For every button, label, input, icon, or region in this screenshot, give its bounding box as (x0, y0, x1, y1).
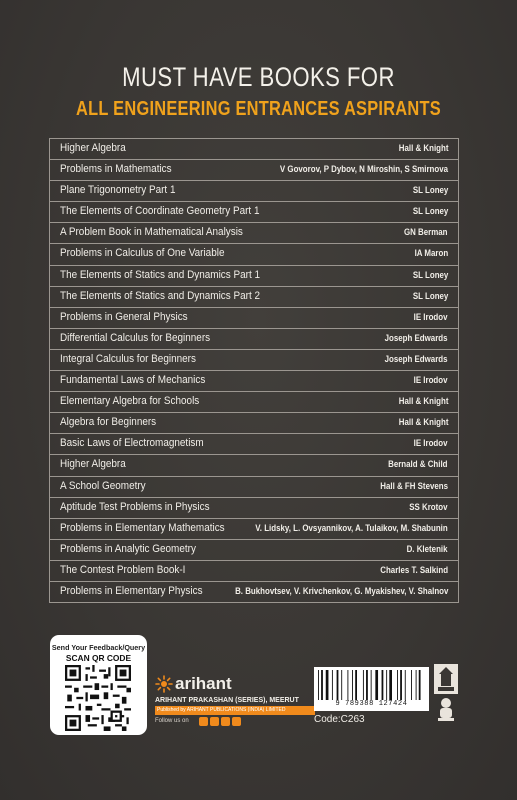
book-title: A Problem Book in Mathematical Analysis (60, 226, 243, 239)
book-author: Hall & Knight (398, 417, 448, 428)
book-row (50, 139, 458, 160)
barcode-bar (405, 670, 406, 700)
barcode-bar (382, 670, 384, 700)
book-author: D. Kletenik (407, 543, 448, 554)
follow-us-label: Follow us on (155, 718, 189, 724)
book-title: Problems in General Physics (60, 310, 188, 323)
book-author: Hall & FH Stevens (380, 480, 448, 491)
book-row (50, 519, 458, 540)
book-author: IA Maron (414, 248, 448, 259)
feedback-label: Send Your Feedback/Query (51, 643, 146, 652)
publisher-name: ARIHANT PRAKASHAN (SERIES), MEERUT (155, 697, 299, 704)
barcode-bar (416, 670, 417, 700)
book-author: SL Loney (412, 185, 448, 196)
barcode-bar (397, 670, 398, 700)
book-author: SL Loney (412, 269, 448, 280)
barcode-bar (419, 670, 421, 700)
book-title: Plane Trigonometry Part 1 (60, 184, 176, 197)
book-author: SL Loney (412, 290, 448, 301)
book-author: V. Lidsky, L. Ovsyannikov, A. Tulaikov, M. Shabunin (255, 522, 448, 533)
book-row (50, 181, 458, 202)
book-author: Hall & Knight (398, 396, 448, 407)
barcode-bar (318, 670, 319, 700)
book-title: Problems in Calculus of One Variable (60, 247, 225, 260)
barcode-bar (366, 670, 368, 700)
book-title: Algebra for Beginners (60, 416, 157, 429)
book-row (50, 223, 458, 244)
book-row (50, 244, 458, 265)
barcode-bar (341, 670, 342, 700)
isbn-number: 9 789388 127424 (335, 700, 408, 708)
book-title: The Contest Problem Book-I (60, 563, 186, 576)
book-author: IE Irodov (414, 375, 448, 386)
book-title: Problems in Mathematics (60, 163, 172, 176)
feedback-qr-box (50, 635, 147, 735)
book-title: The Elements of Coordinate Geometry Part 1 (60, 205, 260, 218)
barcode-bar (332, 670, 333, 700)
book-author: Charles T. Salkind (380, 564, 448, 575)
book-title: Basic Laws of Electromagnetism (60, 437, 204, 450)
barcode-bar (321, 670, 323, 700)
book-author: IE Irodov (414, 311, 448, 322)
facebook-icon[interactable] (199, 717, 208, 726)
seal-icon (437, 697, 455, 722)
book-author: Joseph Edwards (385, 353, 448, 364)
book-row (50, 434, 458, 455)
book-row (50, 392, 458, 413)
book-row (50, 582, 458, 603)
book-row (50, 413, 458, 434)
barcode-bar (371, 670, 372, 700)
book-title: Problems in Elementary Physics (60, 584, 203, 597)
barcode-bar (375, 670, 378, 700)
book-list-table (49, 138, 459, 603)
book-row (50, 371, 458, 392)
book-row (50, 561, 458, 582)
book-title: Integral Calculus for Beginners (60, 352, 196, 365)
scan-qr-label: SCAN QR CODE (65, 653, 132, 663)
book-title: Fundamental Laws of Mechanics (60, 374, 206, 387)
book-author: Bernald & Child (388, 459, 448, 470)
barcode-bar (347, 670, 348, 700)
book-row (50, 329, 458, 350)
social-links (199, 717, 241, 726)
cover-subheading: ALL ENGINEERING ENTRANCES ASPIRANTS (76, 98, 441, 120)
book-author: Joseph Edwards (385, 332, 448, 343)
book-row (50, 160, 458, 181)
book-row (50, 498, 458, 519)
barcode-bar (411, 670, 412, 700)
barcode-bar (326, 670, 329, 700)
book-title: The Elements of Statics and Dynamics Part 2 (60, 289, 261, 302)
twitter-icon[interactable] (210, 717, 219, 726)
barcode-bar (400, 670, 402, 700)
book-author: SS Krotov (409, 501, 448, 512)
youtube-icon[interactable] (221, 717, 230, 726)
barcode-bar (355, 670, 357, 700)
book-row (50, 540, 458, 561)
book-title: A School Geometry (60, 479, 146, 492)
book-title: Problems in Elementary Mathematics (60, 521, 225, 534)
book-title: Higher Algebra (60, 458, 126, 471)
book-row (50, 287, 458, 308)
book-row (50, 202, 458, 223)
book-title: Higher Algebra (60, 142, 126, 154)
qr-code-icon[interactable] (62, 665, 134, 731)
emblem-icon (434, 664, 458, 694)
book-author: GN Berman (404, 227, 448, 238)
book-author: V Govorov, P Dybov, N Miroshin, S Smirnova (279, 164, 448, 175)
barcode-bar (386, 670, 387, 700)
barcode-bar (352, 670, 353, 700)
book-row (50, 477, 458, 498)
book-title: Aptitude Test Problems in Physics (60, 500, 210, 513)
book-author: B. Bukhovtsev, V. Krivchenkov, G. Myakishev, V. Shalnov (234, 585, 448, 596)
book-row (50, 266, 458, 287)
book-code: Code:C263 (314, 714, 365, 725)
published-by-banner: Published by ARIHANT PUBLICATIONS (INDIA) LIMITED (155, 706, 315, 715)
book-row (50, 308, 458, 329)
barcode-bar (363, 670, 364, 700)
publisher-brand: arihant (175, 674, 232, 693)
barcode-bar (337, 670, 339, 700)
book-title: Differential Calculus for Beginners (60, 331, 211, 344)
book-title: Problems in Analytic Geometry (60, 542, 196, 555)
book-author: SL Loney (412, 206, 448, 217)
book-title: The Elements of Statics and Dynamics Part 1 (60, 268, 261, 281)
book-row (50, 350, 458, 371)
book-author: IE Irodov (414, 438, 448, 449)
cover-heading: MUST HAVE BOOKS FOR (122, 62, 395, 92)
arihant-logo-icon (155, 675, 173, 693)
book-title: Elementary Algebra for Schools (60, 395, 200, 408)
book-row (50, 455, 458, 476)
book-author: Hall & Knight (398, 143, 448, 153)
instagram-icon[interactable] (232, 717, 241, 726)
barcode-bar (389, 670, 392, 700)
